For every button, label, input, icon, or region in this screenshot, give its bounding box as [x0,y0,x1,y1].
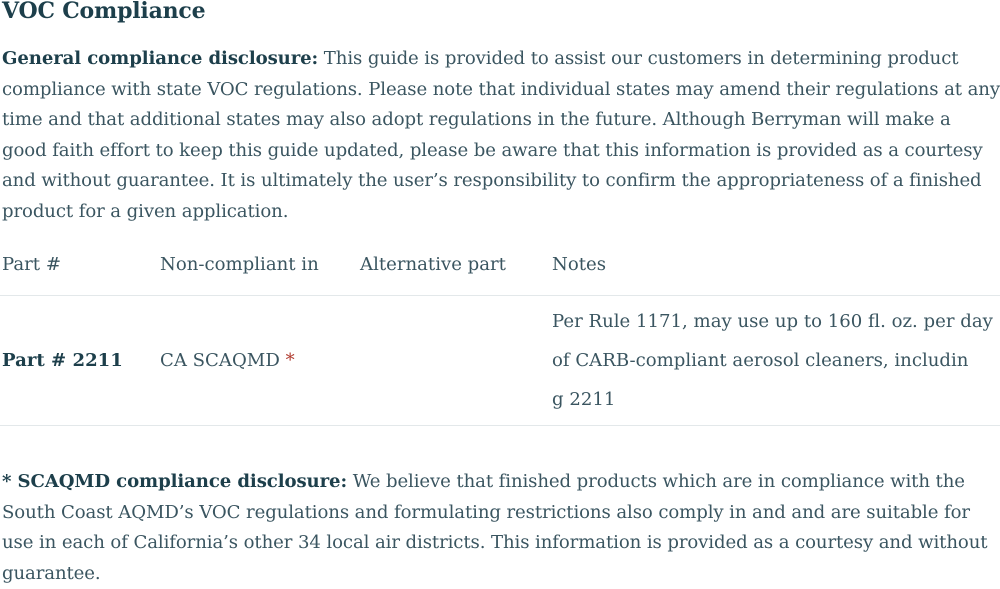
header-part-number: Part # [0,246,158,296]
alternative-part-cell [358,296,550,426]
notes-cell [550,296,1000,426]
voc-compliance-table [0,246,1000,426]
general-disclosure-text: This guide is provided to assist our customers in determining product compliance with state VOC regulations. Please note that individual states may amend their regulations at any time and that additional states may also adopt regulations in the future. Although Berryman will make a good faith effort to keep this guide updated, please be aware that this information is provided as a courtesy and without guarantee. It is ultimately the user’s responsibility to confirm the appropriateness of a finished product for a given application. [2,48,1000,222]
part-number-cell: Part # 2211 [0,296,158,426]
scaqmd-disclosure-label: * SCAQMD compliance disclosure: [2,471,348,492]
table-row [0,296,1000,426]
notes-line: of CARB-compliant aerosol cleaners, includin [552,350,969,371]
header-notes: Notes [550,246,1000,296]
table-header-row [0,246,1000,296]
header-alternative-part: Alternative part [358,246,550,296]
scaqmd-compliance-disclosure [2,467,1000,589]
general-compliance-disclosure [2,44,1000,227]
non-compliant-region: CA SCAQMD [160,350,280,371]
notes-line: Per Rule 1171, may use up to 160 fl. oz. per day [552,311,993,332]
header-non-compliant-in: Non-compliant in [158,246,358,296]
notes-line: g 2211 [552,389,616,410]
page-title: VOC Compliance [2,0,206,24]
non-compliant-cell [158,296,358,426]
scaqmd-disclosure-text: We believe that finished products which are in compliance with the South Coast AQMD’s VOC regulations and formulating restrictions also comply in and and are suitable for use in each of California’s other 34 local air districts. This information is provided as a courtesy and without guarantee. [2,471,988,584]
footnote-asterisk: * [285,350,295,371]
general-disclosure-label: General compliance disclosure: [2,48,319,69]
